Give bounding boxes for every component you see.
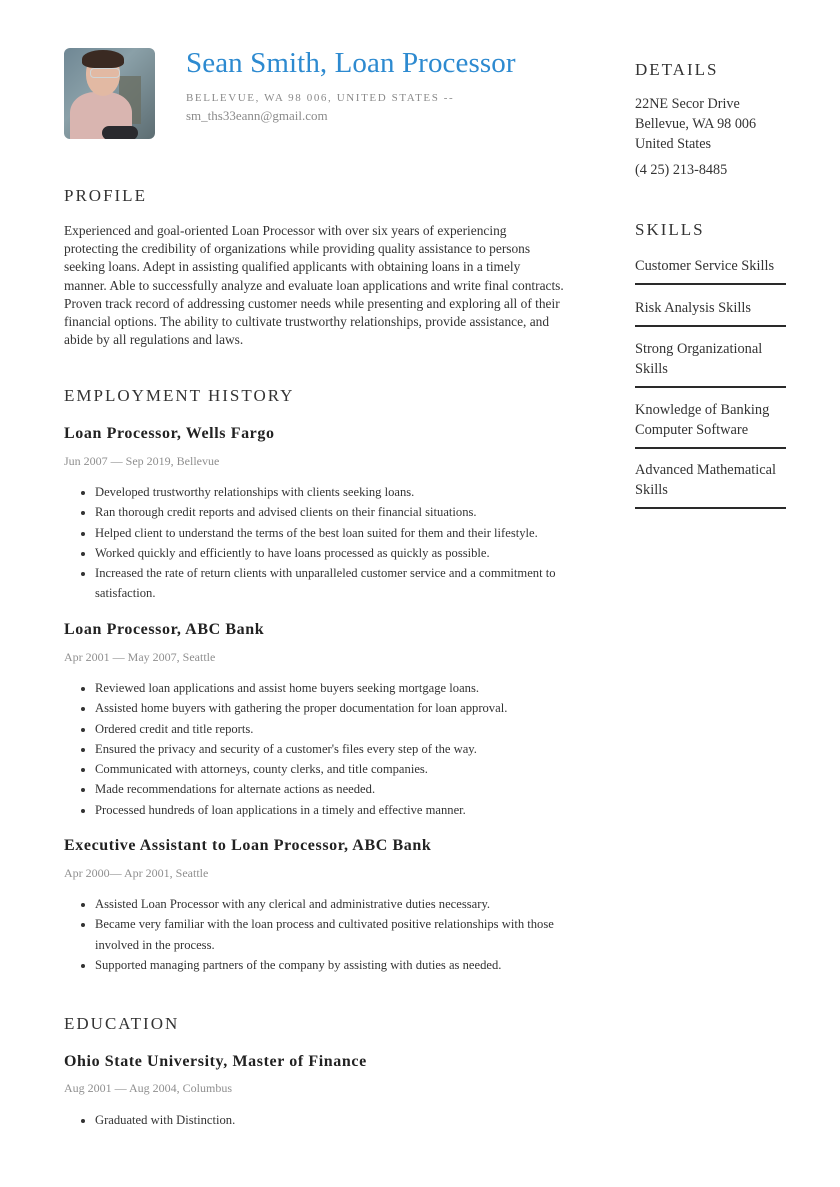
list-item: • Increased the rate of return clients with unparalleled customer service and a commitment to satisfaction. xyxy=(95,563,575,604)
list-item: • Ensured the privacy and security of a customer's files every step of the way. xyxy=(95,739,575,759)
skills-heading: SKILLS xyxy=(635,220,705,239)
job-dates: Apr 2001 — May 2007, Seattle xyxy=(64,650,216,664)
list-item: • Made recommendations for alternate actions as needed. xyxy=(95,779,575,799)
email-link[interactable]: sm_ths33eann@gmail.com xyxy=(186,108,328,123)
skill-item: Strong Organizational Skills xyxy=(635,339,786,388)
education-heading: EDUCATION xyxy=(64,1014,180,1033)
profile-photo xyxy=(64,48,155,139)
skill-item: Customer Service Skills xyxy=(635,256,786,285)
list-item: • Assisted home buyers with gathering the proper documentation for loan approval. xyxy=(95,698,575,718)
detail-street: 22NE Secor Drive xyxy=(635,96,740,112)
photo-hair xyxy=(82,50,124,68)
list-item: • Processed hundreds of loan applications in a timely and effective manner. xyxy=(95,800,575,820)
job-dates: Jun 2007 — Sep 2019, Bellevue xyxy=(64,454,220,468)
detail-phone: (4 25) 213-8485 xyxy=(635,162,728,178)
list-item: • Communicated with attorneys, county clerks, and title companies. xyxy=(95,759,575,779)
job-bullets xyxy=(76,678,575,820)
list-item: • Supported managing partners of the company by assisting with duties as needed. xyxy=(95,955,575,975)
employment-heading: EMPLOYMENT HISTORY xyxy=(64,386,295,405)
education-title: Ohio State University, Master of Finance xyxy=(64,1053,367,1070)
photo-glasses xyxy=(90,68,120,78)
list-item: • Ran thorough credit reports and advised clients on their financial situations. xyxy=(95,502,575,522)
name-title: Sean Smith, Loan Processor xyxy=(186,47,516,79)
list-item: • Helped client to understand the terms of the best loan suited for them and their lifestyle. xyxy=(95,523,575,543)
list-item: • Ordered credit and title reports. xyxy=(95,719,575,739)
details-heading: DETAILS xyxy=(635,60,719,79)
list-item: • Developed trustworthy relationships with clients seeking loans. xyxy=(95,482,575,502)
list-item: • Assisted Loan Processor with any clerical and administrative duties necessary. xyxy=(95,894,575,914)
job-bullets xyxy=(76,894,575,975)
detail-city: Bellevue, WA 98 006 xyxy=(635,116,757,132)
job-title: Executive Assistant to Loan Processor, ABC Bank xyxy=(64,837,432,854)
detail-country: United States xyxy=(635,136,712,152)
skill-item: Advanced Mathematical Skills xyxy=(635,460,786,509)
skill-item: Knowledge of Banking Computer Software xyxy=(635,400,786,449)
job-title: Loan Processor, ABC Bank xyxy=(64,621,265,638)
profile-text: Experienced and goal-oriented Loan Processor with over six years of experiencing protecting the credibility of organizations while providing quality assistance to persons seeking loans. Adept in assisting qualified applicants with obtaining loans in a timely manner. Able to successfully analyze and evaluate loan applications and write final contracts. Proven track record of addressing customer needs while presenting and exploring all of their financial options. The ability to cultivate trustworthy relationships, provide assistance, and abide by all regulations and laws. xyxy=(64,223,564,348)
photo-arm xyxy=(102,126,138,139)
job-title: Loan Processor, Wells Fargo xyxy=(64,425,275,442)
job-dates: Apr 2000— Apr 2001, Seattle xyxy=(64,866,209,880)
list-item: • Worked quickly and efficiently to have loans processed as quickly as possible. xyxy=(95,543,575,563)
list-item: • Became very familiar with the loan process and cultivated positive relationships with those involved in the process. xyxy=(95,914,575,955)
list-item: • Graduated with Distinction. xyxy=(95,1110,575,1130)
job-bullets xyxy=(76,482,575,604)
education-bullets xyxy=(76,1110,575,1130)
address-line: BELLEVUE, WA 98 006, UNITED STATES -- xyxy=(186,92,455,104)
education-dates: Aug 2001 — Aug 2004, Columbus xyxy=(64,1081,233,1095)
skill-item: Risk Analysis Skills xyxy=(635,298,786,327)
list-item: • Reviewed loan applications and assist home buyers seeking mortgage loans. xyxy=(95,678,575,698)
profile-heading: PROFILE xyxy=(64,186,147,205)
